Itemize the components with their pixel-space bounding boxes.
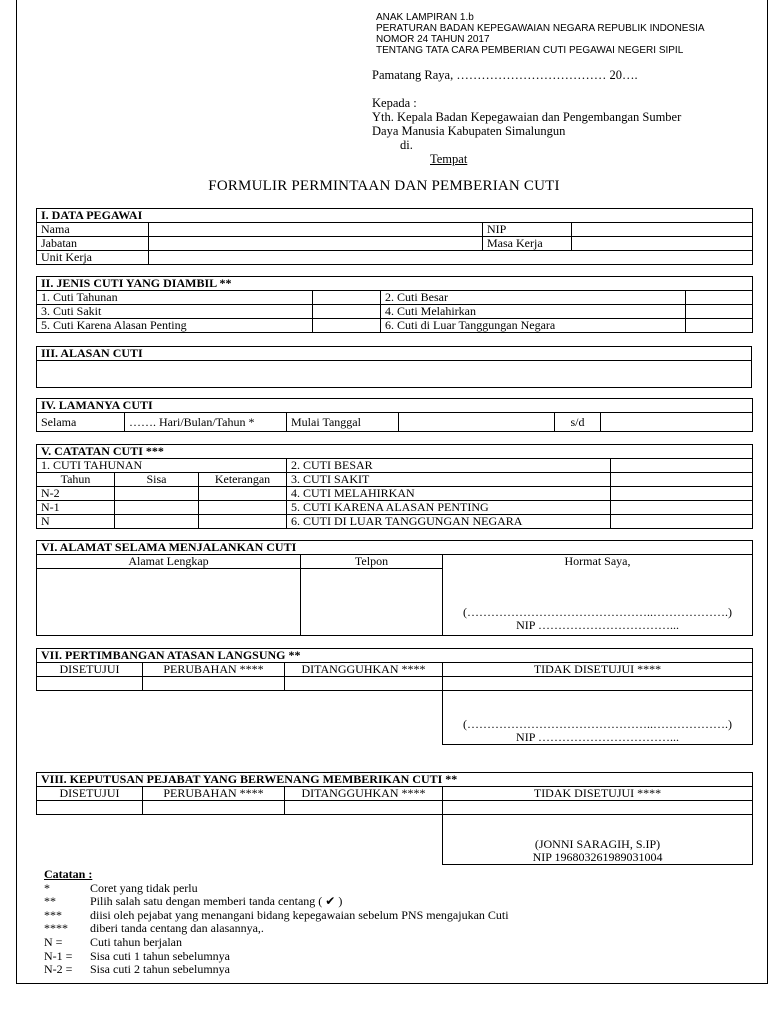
row-year: N-2 [37,487,115,501]
note-row [44,936,509,950]
field-alamat[interactable] [37,569,301,636]
row-year: N-1 [37,501,115,515]
addressee-line: Daya Manusia Kabupaten Simalungun [372,124,566,138]
field-masa-kerja[interactable] [572,237,753,251]
section-title: VIII. KEPUTUSAN PEJABAT YANG BERWENANG MEMBERIKAN CUTI ** [37,773,753,787]
leave-type-label: 4. Cuti Melahirkan [381,305,686,319]
regulation-header [376,12,705,56]
addressee-line: Yth. Kepala Badan Kepegawaian dan Pengembangan Sumber [372,110,682,124]
leave-note-field[interactable] [611,459,753,473]
notes-block [44,868,509,977]
section-employee-data [36,208,753,265]
section-title: III. ALASAN CUTI [37,347,752,361]
note-text: Sisa cuti 1 tahun sebelumnya [90,948,230,963]
label-nama: Nama [37,223,149,237]
check-perubahan[interactable] [143,677,285,691]
note-text: Sisa cuti 2 tahun sebelumnya [90,962,230,977]
leave-type-checkbox[interactable] [686,305,753,319]
col-sisa: Sisa [115,473,199,487]
note-row [44,882,509,896]
check-disetujui[interactable] [37,801,143,815]
field-keterangan[interactable] [199,487,287,501]
note-text: diisi oleh pejabat yang menangani bidang kepegawaian sebelum PNS mengajukan Cuti [90,907,509,922]
leave-type-label: 3. Cuti Sakit [37,305,313,319]
leave-type-checkbox[interactable] [686,291,753,305]
leave-type-checkbox[interactable] [686,319,753,333]
section-title: II. JENIS CUTI YANG DIAMBIL ** [37,277,753,291]
field-sisa[interactable] [115,487,199,501]
supervisor-signature-line[interactable]: (………………………………………..……………….) [443,691,753,732]
field-sisa[interactable] [115,501,199,515]
note-text: Cuti tahun berjalan [90,934,182,949]
note-key: *** [44,907,62,922]
leave-note-field[interactable] [611,515,753,529]
official-nip: NIP 196803261989031004 [443,851,753,865]
leave-type-checkbox[interactable] [313,319,381,333]
label-cuti-tahunan: 1. CUTI TAHUNAN [37,459,287,473]
leave-note-field[interactable] [611,473,753,487]
col-alamat: Alamat Lengkap [37,555,301,569]
label-nip: NIP [483,223,572,237]
label-selama: Selama [37,413,125,432]
label-jabatan: Jabatan [37,237,149,251]
note-row [44,963,509,977]
section-leave-duration [36,398,753,432]
field-unit-kerja[interactable] [149,251,753,265]
field-nip[interactable] [572,223,753,237]
leave-type-checkbox[interactable] [313,291,381,305]
leave-note-label: 6. CUTI DI LUAR TANGGUNGAN NEGARA [287,515,611,529]
place-date: Pamatang Raya, ……………………………… 20…. [372,68,638,82]
note-key: **** [44,921,68,936]
leave-type-label: 1. Cuti Tahunan [37,291,313,305]
check-disetujui[interactable] [37,677,143,691]
note-key: N-1 = [44,948,73,963]
label-unit-kerja: Unit Kerja [37,251,149,265]
form-title: FORMULIR PERMINTAAN DAN PEMBERIAN CUTI [208,178,560,194]
blank-area [37,691,443,745]
col-tidak-disetujui: TIDAK DISETUJUI **** [443,663,753,677]
addressee-tempat: Tempat [430,152,468,166]
official-name: (JONNI SARAGIH, S.IP) [443,815,753,852]
leave-note-label: 3. CUTI SAKIT [287,473,611,487]
section-title: VI. ALAMAT SELAMA MENJALANKAN CUTI [37,541,753,555]
notes-title: Catatan : [44,867,93,881]
leave-note-field[interactable] [611,501,753,515]
field-keterangan[interactable] [199,501,287,515]
section-title: V. CATATAN CUTI *** [37,445,753,459]
header-line: PERATURAN BADAN KEPEGAWAIAN NEGARA REPUBLIK INDONESIA [376,23,705,34]
col-ditangguhkan: DITANGGUHKAN **** [285,787,443,801]
note-key: * [44,880,50,895]
field-keterangan[interactable] [199,515,287,529]
note-key: N-2 = [44,962,73,977]
row-year: N [37,515,115,529]
note-row [44,895,509,909]
field-leave-reason[interactable] [37,361,752,388]
section-leave-type [36,276,753,333]
supervisor-nip-line[interactable]: NIP ……………………………... [443,731,753,745]
section-title: IV. LAMANYA CUTI [37,399,753,413]
col-perubahan: PERUBAHAN **** [143,663,285,677]
leave-note-label: 2. CUTI BESAR [287,459,611,473]
addressee-di: di. [400,138,413,152]
label-masa-kerja: Masa Kerja [483,237,572,251]
hormat-saya: Hormat Saya, [443,555,753,569]
header-line: NOMOR 24 TAHUN 2017 [376,34,490,45]
note-text: Pilih salah satu dengan memberi tanda centang ( ✔ ) [90,894,343,909]
note-key: N = [44,934,63,949]
col-disetujui: DISETUJUI [37,787,143,801]
leave-note-field[interactable] [611,487,753,501]
field-duration[interactable]: ……. Hari/Bulan/Tahun * [125,413,287,432]
label-mulai-tanggal: Mulai Tanggal [287,413,399,432]
col-keterangan: Keterangan [199,473,287,487]
check-ditangguhkan[interactable] [285,677,443,691]
note-text: Coret yang tidak perlu [90,880,198,895]
note-text: diberi tanda centang dan alasannya,. [90,921,264,936]
section-leave-notes [36,444,753,529]
addressee-block [372,96,681,166]
leave-note-label: 4. CUTI MELAHIRKAN [287,487,611,501]
leave-type-checkbox[interactable] [313,305,381,319]
field-start-date[interactable] [399,413,555,432]
field-end-date[interactable] [601,413,753,432]
check-ditangguhkan[interactable] [285,801,443,815]
check-perubahan[interactable] [143,801,285,815]
header-line: ANAK LAMPIRAN 1.b [376,12,474,23]
col-tahun: Tahun [37,473,115,487]
section-official-decision [36,772,753,865]
note-row [44,950,509,964]
kepada-label: Kepada : [372,96,417,110]
header-line: TENTANG TATA CARA PEMBERIAN CUTI PEGAWAI NEGERI SIPIL [376,45,684,56]
field-telpon[interactable] [301,569,443,636]
check-tidak-disetujui[interactable] [443,801,753,815]
applicant-nip-line[interactable]: NIP ……………………………... [443,619,753,636]
col-ditangguhkan: DITANGGUHKAN **** [285,663,443,677]
section-title: I. DATA PEGAWAI [37,209,753,223]
field-sisa[interactable] [115,515,199,529]
section-supervisor-consideration [36,648,753,745]
field-nama[interactable] [149,223,483,237]
note-key: ** [44,894,56,909]
label-sd: s/d [555,413,601,432]
col-disetujui: DISETUJUI [37,663,143,677]
check-tidak-disetujui[interactable] [443,677,753,691]
blank-area [37,815,443,865]
leave-type-label: 5. Cuti Karena Alasan Penting [37,319,313,333]
field-jabatan[interactable] [149,237,483,251]
col-telpon: Telpon [301,555,443,569]
col-tidak-disetujui: TIDAK DISETUJUI **** [443,787,753,801]
section-address [36,540,753,636]
leave-type-label: 2. Cuti Besar [381,291,686,305]
col-perubahan: PERUBAHAN **** [143,787,285,801]
section-title: VII. PERTIMBANGAN ATASAN LANGSUNG ** [37,649,753,663]
leave-type-label: 6. Cuti di Luar Tanggungan Negara [381,319,686,333]
leave-note-label: 5. CUTI KARENA ALASAN PENTING [287,501,611,515]
applicant-signature-line[interactable]: (………………………………………..……………….) [443,569,753,619]
note-row [44,922,509,936]
note-row [44,909,509,923]
section-leave-reason [36,346,752,388]
